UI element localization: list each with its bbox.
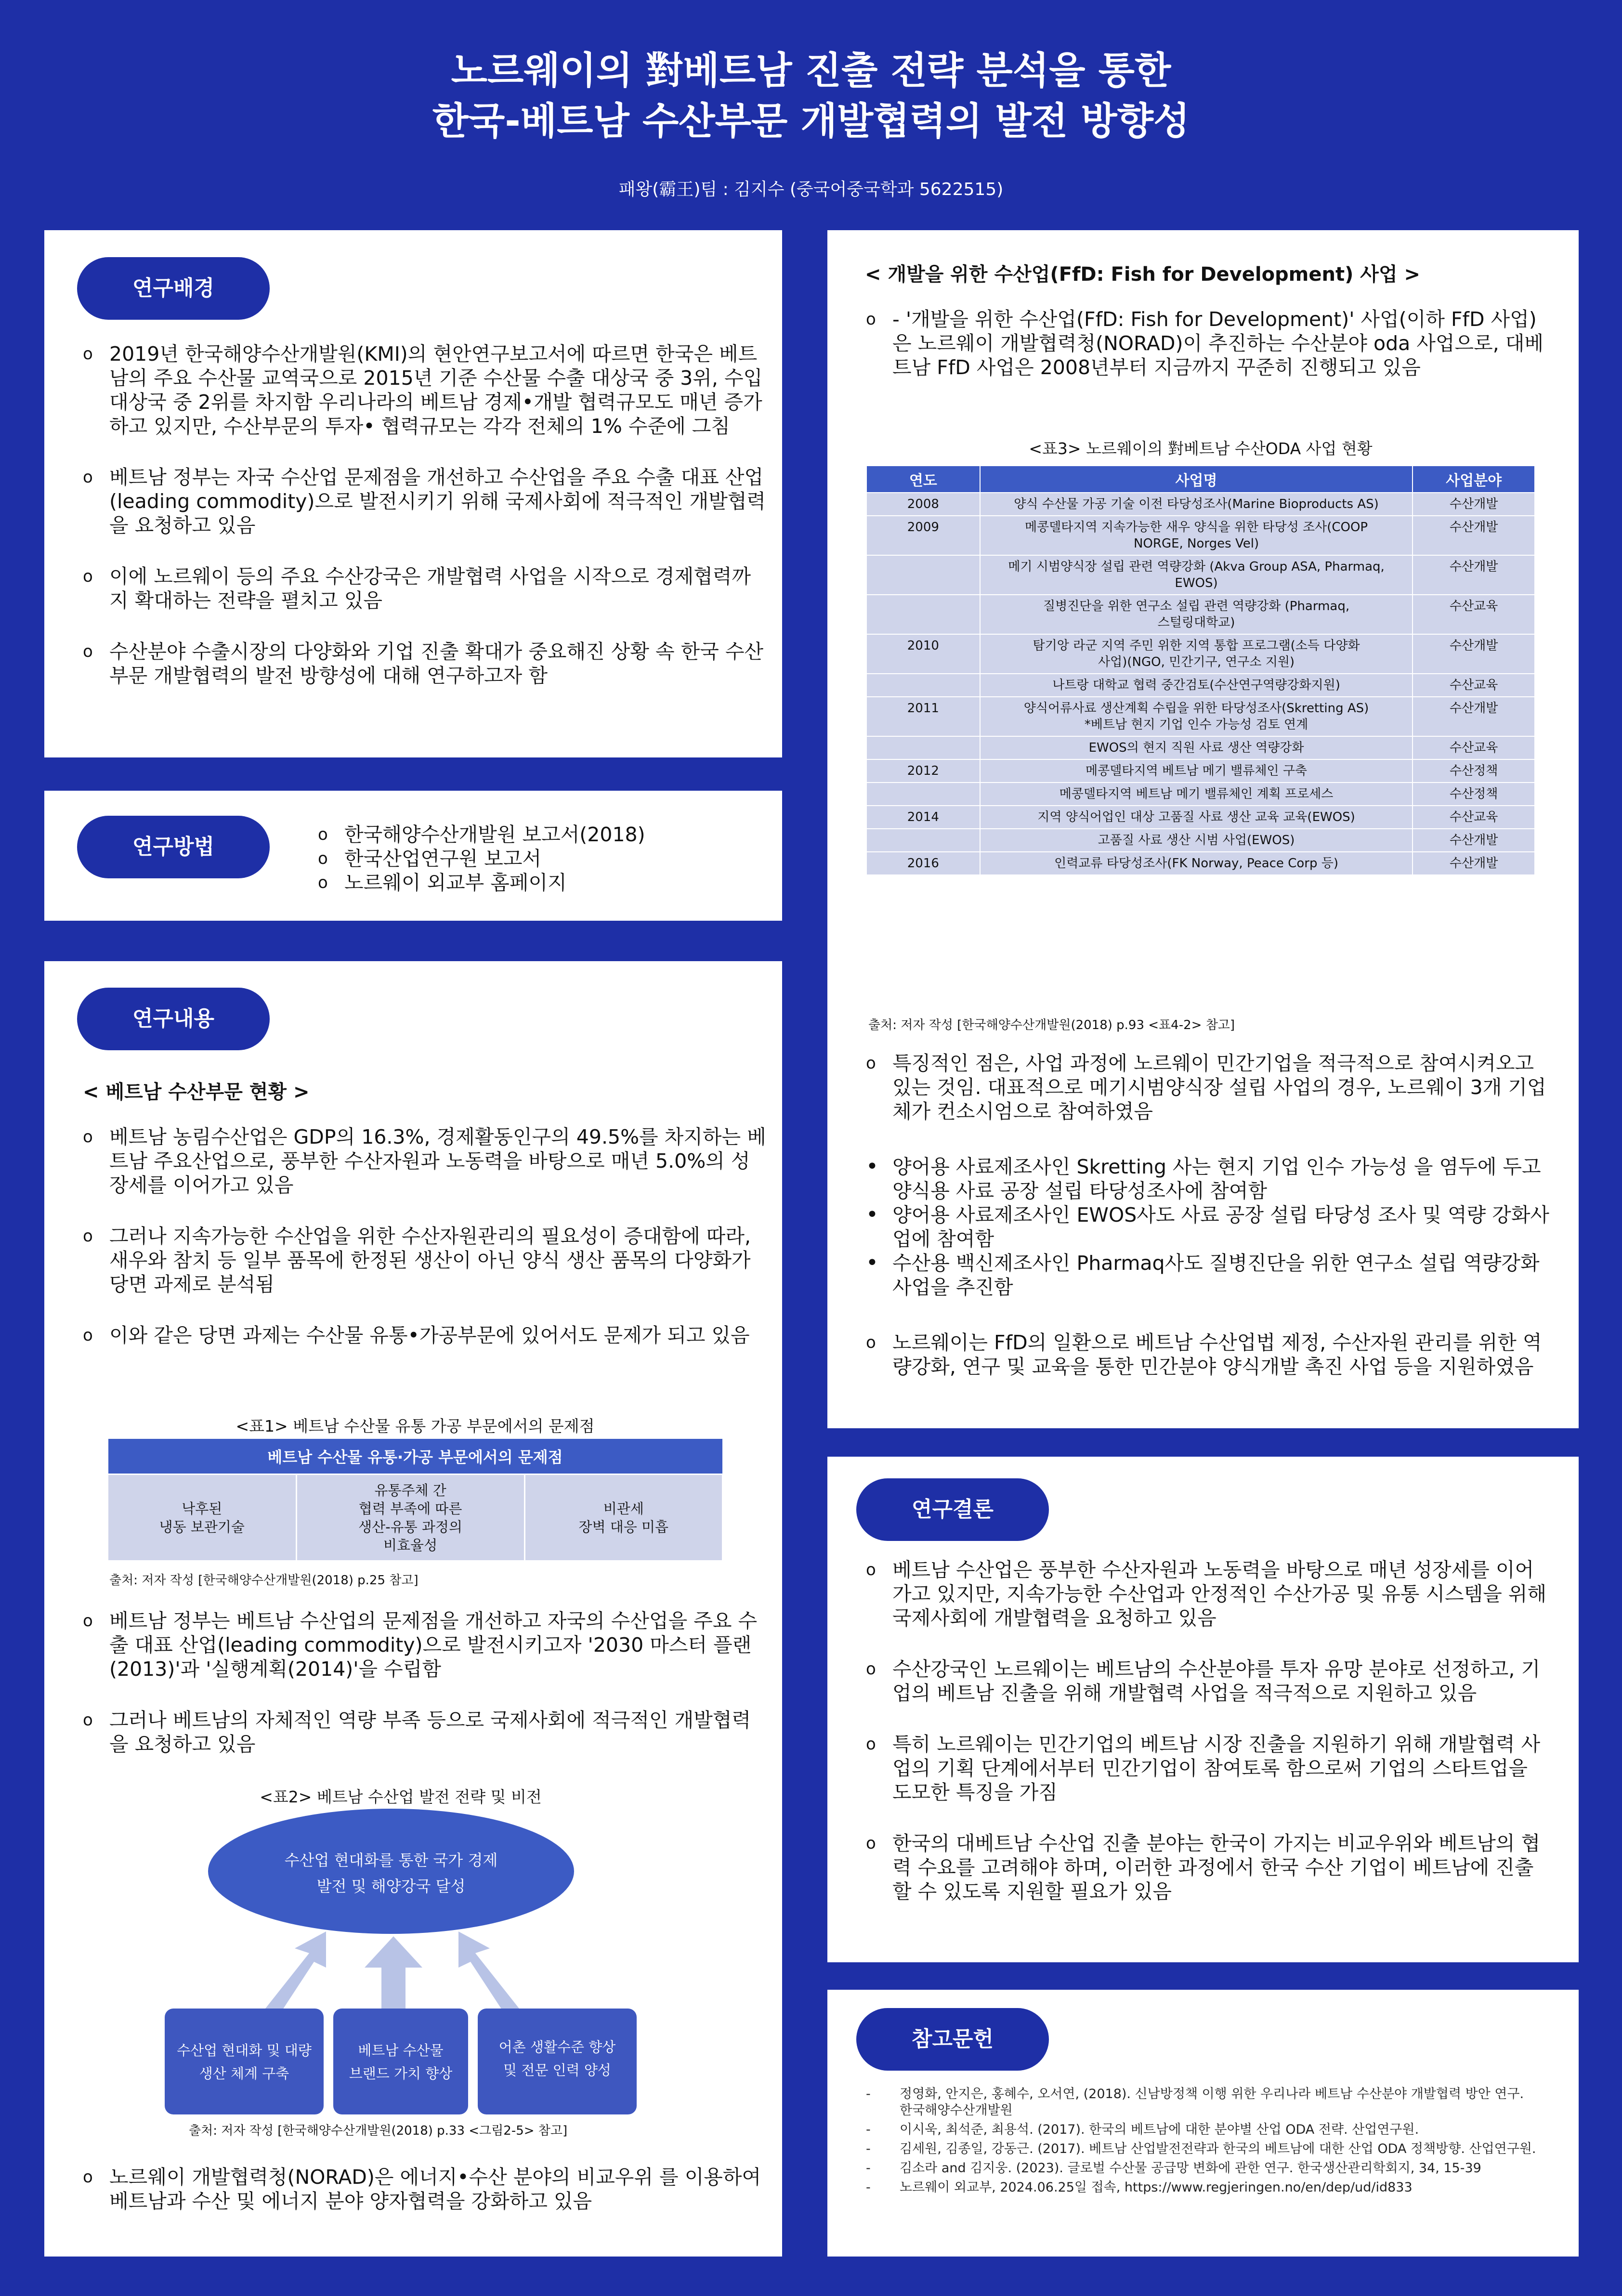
ffd-dot-1: • 양어용 사료제조사인 Skretting 사는 현지 기업 인수 가능성 을 염두에 두고 양식용 사료 공장 설립 타당성조사에 참여함 [866, 1155, 1550, 1203]
table3-row [866, 829, 1535, 852]
background-bullet-3: o 이에 노르웨이 등의 주요 수산강국은 개발협력 사업을 시작으로 경제협력까지 확대하는 전략을 펼치고 있음 [83, 564, 767, 613]
table3-year-cell: 2012 [866, 759, 980, 783]
table1-caption: <표1> 베트남 수산물 유통 가공 부문에서의 문제점 [235, 1417, 595, 1435]
background-label: 연구배경 [77, 257, 270, 320]
table1-cell-2-line1: 유통주체 간 [374, 1482, 446, 1499]
table3-header-field: 사업분야 [1413, 466, 1535, 493]
arrow-left [263, 1931, 326, 2021]
conclusion-panel [827, 1457, 1579, 1962]
table3-year-cell [866, 829, 980, 852]
table3-year-cell: 2011 [866, 697, 980, 736]
table3-field-cell: 수산개발 [1413, 852, 1535, 875]
poster-header [0, 46, 1622, 200]
method-list [318, 822, 751, 895]
table1-header: 베트남 수산물 유통·가공 부문에서의 문제점 [108, 1438, 723, 1474]
table3-field-cell: 수산개발 [1413, 829, 1535, 852]
table3-name-line: 메콩델타지역 베트남 메기 밸류체인 계획 프로세스 [1059, 787, 1334, 801]
conclusion-label: 연구결론 [856, 1478, 1049, 1541]
ffd-panel [827, 230, 1579, 1428]
method-panel [44, 791, 782, 921]
method-item-3: o 노르웨이 외교부 홈페이지 [318, 871, 751, 895]
strategy-box-2-line2: 브랜드 가치 향상 [349, 2065, 453, 2082]
table3-name-cell [980, 806, 1413, 829]
content-bullets-3 [83, 2165, 767, 2240]
table3-year-cell [866, 595, 980, 634]
strategy-box-3-line1: 어촌 생활수준 향상 [498, 2039, 616, 2055]
ffd-dot-3: • 수산용 백신제조사인 Pharmaq사도 질병진단을 위한 연구소 설립 역량강화 사업을 추진함 [866, 1251, 1550, 1299]
ffd-dot-list [866, 1155, 1550, 1299]
table3-row [866, 555, 1535, 595]
table3-row [866, 697, 1535, 736]
reference-item: - 김세원, 김종일, 강동근. (2017). 베트남 산업발전전략과 한국의 베트남에 대한 산업 ODA 정책방향. 산업연구원. [866, 2141, 1540, 2157]
background-bullets [83, 342, 767, 715]
table3-name-line: 스털링대학교) [1157, 615, 1235, 630]
table1-cell-2-line2: 협력 부족에 따른 [358, 1500, 462, 1517]
table3-field-cell: 수산교육 [1413, 806, 1535, 829]
table3-name-line: EWOS) [1175, 576, 1218, 590]
reference-item: - 이시욱, 최석준, 최용석. (2017). 한국의 베트남에 대한 분야별 산업 ODA 전략. 산업연구원. [866, 2122, 1540, 2138]
arrow-center [365, 1936, 422, 2011]
content-subheading: < 베트남 수산부문 현황 > [83, 1081, 310, 1103]
table3 [866, 465, 1535, 875]
strategy-box-1 [165, 2009, 324, 2114]
table3-name-cell [980, 516, 1413, 555]
poster-title-line2: 한국-베트남 수산부문 개발협력의 발전 방향성 [432, 100, 1190, 143]
team-info: 패왕(霸王)팀 : 김지수 (중국어중국학과 5622515) [618, 180, 1004, 199]
table3-row [866, 493, 1535, 516]
arrow-right [458, 1931, 521, 2021]
table3-name-cell [980, 829, 1413, 852]
ffd-intro: o - '개발을 위한 수산업(FfD: Fish for Development)' 사업(이하 FfD 사업)은 노르웨이 개발협력청(NORAD)이 추진하는 수산분야 oda 사업으로, 대베트남 FfD 사업은 2008년부터 지금까지 꾸준히 진행되고 있음 [866, 307, 1550, 379]
table1-cell-3-line1: 비관세 [603, 1500, 644, 1517]
content-bullet-2: o 그러나 지속가능한 수산업을 위한 수산자원관리의 필요성이 증대함에 따라, 새우와 참치 등 일부 품목에 한정된 생산이 아닌 양식 생산 품목의 다양화가 당면 과제로 분석됨 [83, 1224, 767, 1296]
table3-year-cell [866, 555, 980, 595]
table3-body [866, 493, 1535, 875]
ffd-bullet-a-list [866, 1051, 1550, 1150]
content-bullet-3: o 이와 같은 당면 과제는 수산물 유통•가공부문에 있어서도 문제가 되고 있음 [83, 1323, 767, 1347]
references-list [866, 2086, 1540, 2199]
table3-name-line: 지역 양식어업인 대상 고품질 사료 생산 교육 교육(EWOS) [1037, 810, 1355, 824]
table3-row [866, 806, 1535, 829]
table3-name-cell [980, 736, 1413, 759]
background-bullet-1: o 2019년 한국해양수산개발원(KMI)의 현안연구보고서에 따르면 한국은 베트남의 주요 수산물 교역국으로 2015년 기준 수산물 수출 대상국 중 3위, 수입 대상국 중 2위를 차지함 우리나라의 베트남 경제•개발 협력규모도 매년 증가하고 있지만, 수산부문의 투자• 협력규모는 각각 전체의 1% 수준에 그침 [83, 342, 767, 438]
table3-header-year: 연도 [866, 466, 980, 493]
background-bullet-4: o 수산분야 수출시장의 다양화와 기업 진출 확대가 중요해진 상황 속 한국 수산부문 개발협력의 발전 방향성에 대해 연구하고자 함 [83, 639, 767, 688]
table3-name-line: NORGE, Norges Vel) [1133, 536, 1259, 551]
content-panel [44, 961, 782, 2257]
table3-name-line: 양식어류사료 생산계획 수립을 위한 타당성조사(Skretting AS) [1023, 701, 1369, 716]
table3-name-cell [980, 783, 1413, 806]
ffd-dot-2: • 양어용 사료제조사인 EWOS사도 사료 공장 설립 타당성 조사 및 역량 강화사업에 참여함 [866, 1203, 1550, 1251]
table3-name-line: 사업)(NGO, 민간기구, 연구소 지원) [1098, 655, 1295, 669]
content-bullet-6: o 노르웨이 개발협력청(NORAD)은 에너지•수산 분야의 비교우위 를 이용하여 베트남과 수산 및 에너지 분야 양자협력을 강화하고 있음 [83, 2165, 767, 2213]
table3-name-cell [980, 674, 1413, 697]
table3-year-cell: 2009 [866, 516, 980, 555]
table3-header-name: 사업명 [980, 466, 1413, 493]
conclusion-bullets [866, 1558, 1550, 1931]
ffd-bullet-a: o 특징적인 점은, 사업 과정에 노르웨이 민간기업을 적극적으로 참여시켜오고 있는 것임. 대표적으로 메기시범양식장 설립 사업의 경우, 노르웨이 3개 기업체가 컨소시엄으로 참여하였음 [866, 1051, 1550, 1123]
table3-year-cell [866, 674, 980, 697]
content-bullets-2 [83, 1609, 767, 1783]
strategy-box-2-line1: 베트남 수산물 [358, 2042, 444, 2059]
goal-ellipse [208, 1809, 574, 1934]
table1 [107, 1438, 723, 1562]
content-bullet-4: o 베트남 정부는 베트남 수산업의 문제점을 개선하고 자국의 수산업을 주요 수출 대표 산업(leading commodity)으로 발전시키고자 '2030 마스터 플랜(2013)'과 '실행계획(2014)'을 수립함 [83, 1609, 767, 1681]
table3-year-cell: 2016 [866, 852, 980, 875]
table3-name-cell [980, 493, 1413, 516]
table3-field-cell: 수산정책 [1413, 783, 1535, 806]
table3-row [866, 634, 1535, 674]
diagram-source: 출처: 저자 작성 [한국해양수산개발원(2018) p.33 <그림2-5> 참고] [189, 2124, 568, 2138]
table3-year-cell: 2014 [866, 806, 980, 829]
table3-field-cell: 수산개발 [1413, 493, 1535, 516]
table3-row [866, 783, 1535, 806]
background-panel [44, 230, 782, 757]
strategy-box-1-line2: 생산 체계 구축 [199, 2065, 289, 2082]
method-label: 연구방법 [77, 816, 270, 878]
ffd-bullet-b: o 노르웨이는 FfD의 일환으로 베트남 수산업법 제정, 수산자원 관리를 위한 역량강화, 연구 및 교육을 통한 민간분야 양식개발 촉진 사업 등을 지원하였음 [866, 1331, 1550, 1379]
goal-line1: 수산업 현대화를 통한 국가 경제 [284, 1851, 498, 1869]
table1-source: 출처: 저자 작성 [한국해양수산개발원(2018) p.25 참고] [109, 1573, 419, 1588]
table3-field-cell: 수산교육 [1413, 674, 1535, 697]
table3-field-cell: 수산개발 [1413, 516, 1535, 555]
table3-field-cell: 수산개발 [1413, 555, 1535, 595]
table3-row [866, 674, 1535, 697]
goal-line2: 발전 및 해양강국 달성 [316, 1877, 466, 1895]
strategy-box-3 [478, 2009, 637, 2114]
table3-year-cell: 2010 [866, 634, 980, 674]
reference-item: - 김소라 and 김지웅. (2023). 글로벌 수산물 공급망 변화에 관한 연구. 한국생산관리학회지, 34, 15-39 [866, 2160, 1540, 2177]
poster-title-line1: 노르웨이의 對베트남 진출 전략 분석을 통한 [451, 49, 1171, 92]
table3-name-cell [980, 697, 1413, 736]
table1-cell-2-line4: 비효율성 [383, 1537, 438, 1553]
ffd-heading: < 개발을 위한 수산업(FfD: Fish for Development) 사업 > [865, 263, 1421, 286]
strategy-box-3-line2: 및 전문 인력 양성 [503, 2062, 611, 2078]
table3-name-line: 메기 시범양식장 설립 관련 역량강화 (Akva Group ASA, Pharmaq, [1008, 560, 1385, 574]
content-bullets [83, 1125, 767, 1374]
table3-name-line: EWOS의 현지 직원 사료 생산 역량강화 [1088, 741, 1304, 755]
table3-name-line: 고품질 사료 생산 시범 사업(EWOS) [1098, 833, 1295, 848]
reference-item: - 정영화, 안지은, 홍혜수, 오서연, (2018). 신남방정책 이행 위한 우리나라 베트남 수산분야 개발협력 방안 연구. 한국해양수산개발원 [866, 2086, 1540, 2119]
table3-source: 출처: 저자 작성 [한국해양수산개발원(2018) p.93 <표4-2> 참고] [868, 1018, 1235, 1032]
table3-name-line: 질병진단을 위한 연구소 설립 관련 역량강화 (Pharmaq, [1043, 599, 1350, 613]
table3-name-cell [980, 852, 1413, 875]
table3-row [866, 736, 1535, 759]
table3-field-cell: 수산교육 [1413, 595, 1535, 634]
conclusion-bullet-2: o 수산강국인 노르웨이는 베트남의 수산분야를 투자 유망 분야로 선정하고, 기업의 베트남 진출을 위해 개발협력 사업을 적극적으로 지원하고 있음 [866, 1657, 1550, 1705]
table3-row [866, 759, 1535, 783]
table3-year-cell [866, 783, 980, 806]
table1-cell-3 [524, 1474, 722, 1561]
table1-cell-1 [108, 1474, 297, 1561]
strategy-box-2 [333, 2009, 468, 2114]
table3-name-line: 나트랑 대학교 협력 중간검토(수산연구역량강화지원) [1052, 678, 1340, 692]
table1-cell-2 [296, 1474, 524, 1561]
table3-field-cell: 수산개발 [1413, 697, 1535, 736]
table1-cell-1-line2: 냉동 보관기술 [159, 1518, 245, 1535]
table3-row [866, 516, 1535, 555]
ffd-bullet-b-list [866, 1331, 1550, 1406]
table3-name-line: 메콩델타지역 베트남 메기 밸류체인 구축 [1086, 764, 1308, 778]
table1-cell-3-line2: 장벽 대응 미흡 [578, 1518, 669, 1535]
table3-name-line: *베트남 현지 기업 인수 가능성 검토 연계 [1084, 718, 1308, 732]
table3-field-cell: 수산정책 [1413, 759, 1535, 783]
conclusion-bullet-3: o 특히 노르웨이는 민간기업의 베트남 시장 진출을 지원하기 위해 개발협력 사업의 기획 단계에서부터 민간기업이 참여토록 함으로써 기업의 스타트업을 도모한 특징을 가짐 [866, 1732, 1550, 1804]
strategy-diagram [165, 1809, 719, 2131]
method-item-1: o 한국해양수산개발원 보고서(2018) [318, 822, 751, 847]
table3-name-line: 양식 수산물 가공 기술 이전 타당성조사(Marine Bioproducts AS) [1014, 497, 1379, 511]
table3-name-line: 메콩델타지역 지속가능한 새우 양식을 위한 타당성 조사(COOP [1024, 520, 1368, 535]
content-bullet-1: o 베트남 농림수산업은 GDP의 16.3%, 경제활동인구의 49.5%를 차지하는 베트남 주요산업으로, 풍부한 수산자원과 노동력을 바탕으로 매년 5.0%의 성장세를 이어가고 있음 [83, 1125, 767, 1197]
ffd-intro-list [866, 307, 1550, 406]
references-label: 참고문헌 [856, 2008, 1049, 2071]
table3-name-line: 인력교류 타당성조사(FK Norway, Peace Corp 등) [1054, 856, 1338, 871]
diagram-caption: <표2> 베트남 수산업 발전 전략 및 비전 [260, 1787, 542, 1806]
content-bullet-5: o 그러나 베트남의 자체적인 역량 부족 등으로 국제사회에 적극적인 개발협력을 요청하고 있음 [83, 1708, 767, 1756]
table3-row [866, 595, 1535, 634]
table3-caption: <표3> 노르웨이의 對베트남 수산ODA 사업 현황 [1029, 439, 1373, 458]
table3-name-cell [980, 759, 1413, 783]
conclusion-bullet-4: o 한국의 대베트남 수산업 진출 분야는 한국이 가지는 비교우위와 베트남의 협력 수요를 고려해야 하며, 이러한 과정에서 한국 수산 기업이 베트남에 진출할 수 있도록 지원할 필요가 있음 [866, 1831, 1550, 1904]
table3-year-cell: 2008 [866, 493, 980, 516]
table3-field-cell: 수산교육 [1413, 736, 1535, 759]
table3-field-cell: 수산개발 [1413, 634, 1535, 674]
background-bullet-2: o 베트남 정부는 자국 수산업 문제점을 개선하고 수산업을 주요 수출 대표 산업(leading commodity)으로 발전시키기 위해 국제사회에 적극적인 개발협력을 요청하고 있음 [83, 465, 767, 537]
reference-item: - 노르웨이 외교부, 2024.06.25일 접속, https://www.regjeringen.no/en/dep/ud/id833 [866, 2179, 1540, 2196]
table3-name-cell [980, 555, 1413, 595]
table3-year-cell [866, 736, 980, 759]
conclusion-bullet-1: o 베트남 수산업은 풍부한 수산자원과 노동력을 바탕으로 매년 성장세를 이어가고 있지만, 지속가능한 수산업과 안정적인 수산가공 및 유통 시스템을 위해 국제사회에 개발협력을 요청하고 있음 [866, 1558, 1550, 1630]
table3-name-cell [980, 595, 1413, 634]
content-label: 연구내용 [77, 988, 270, 1050]
table1-cell-1-line1: 낙후된 [182, 1500, 222, 1517]
table3-name-cell [980, 634, 1413, 674]
table3-row [866, 852, 1535, 875]
method-item-2: o 한국산업연구원 보고서 [318, 847, 751, 871]
strategy-box-1-line1: 수산업 현대화 및 대량 [177, 2042, 312, 2059]
table3-name-line: 탐기앙 라군 지역 주민 위한 지역 통합 프로그램(소득 다양화 [1033, 639, 1360, 653]
references-panel [827, 1990, 1579, 2257]
table1-cell-2-line3: 생산-유통 과정의 [358, 1518, 462, 1535]
